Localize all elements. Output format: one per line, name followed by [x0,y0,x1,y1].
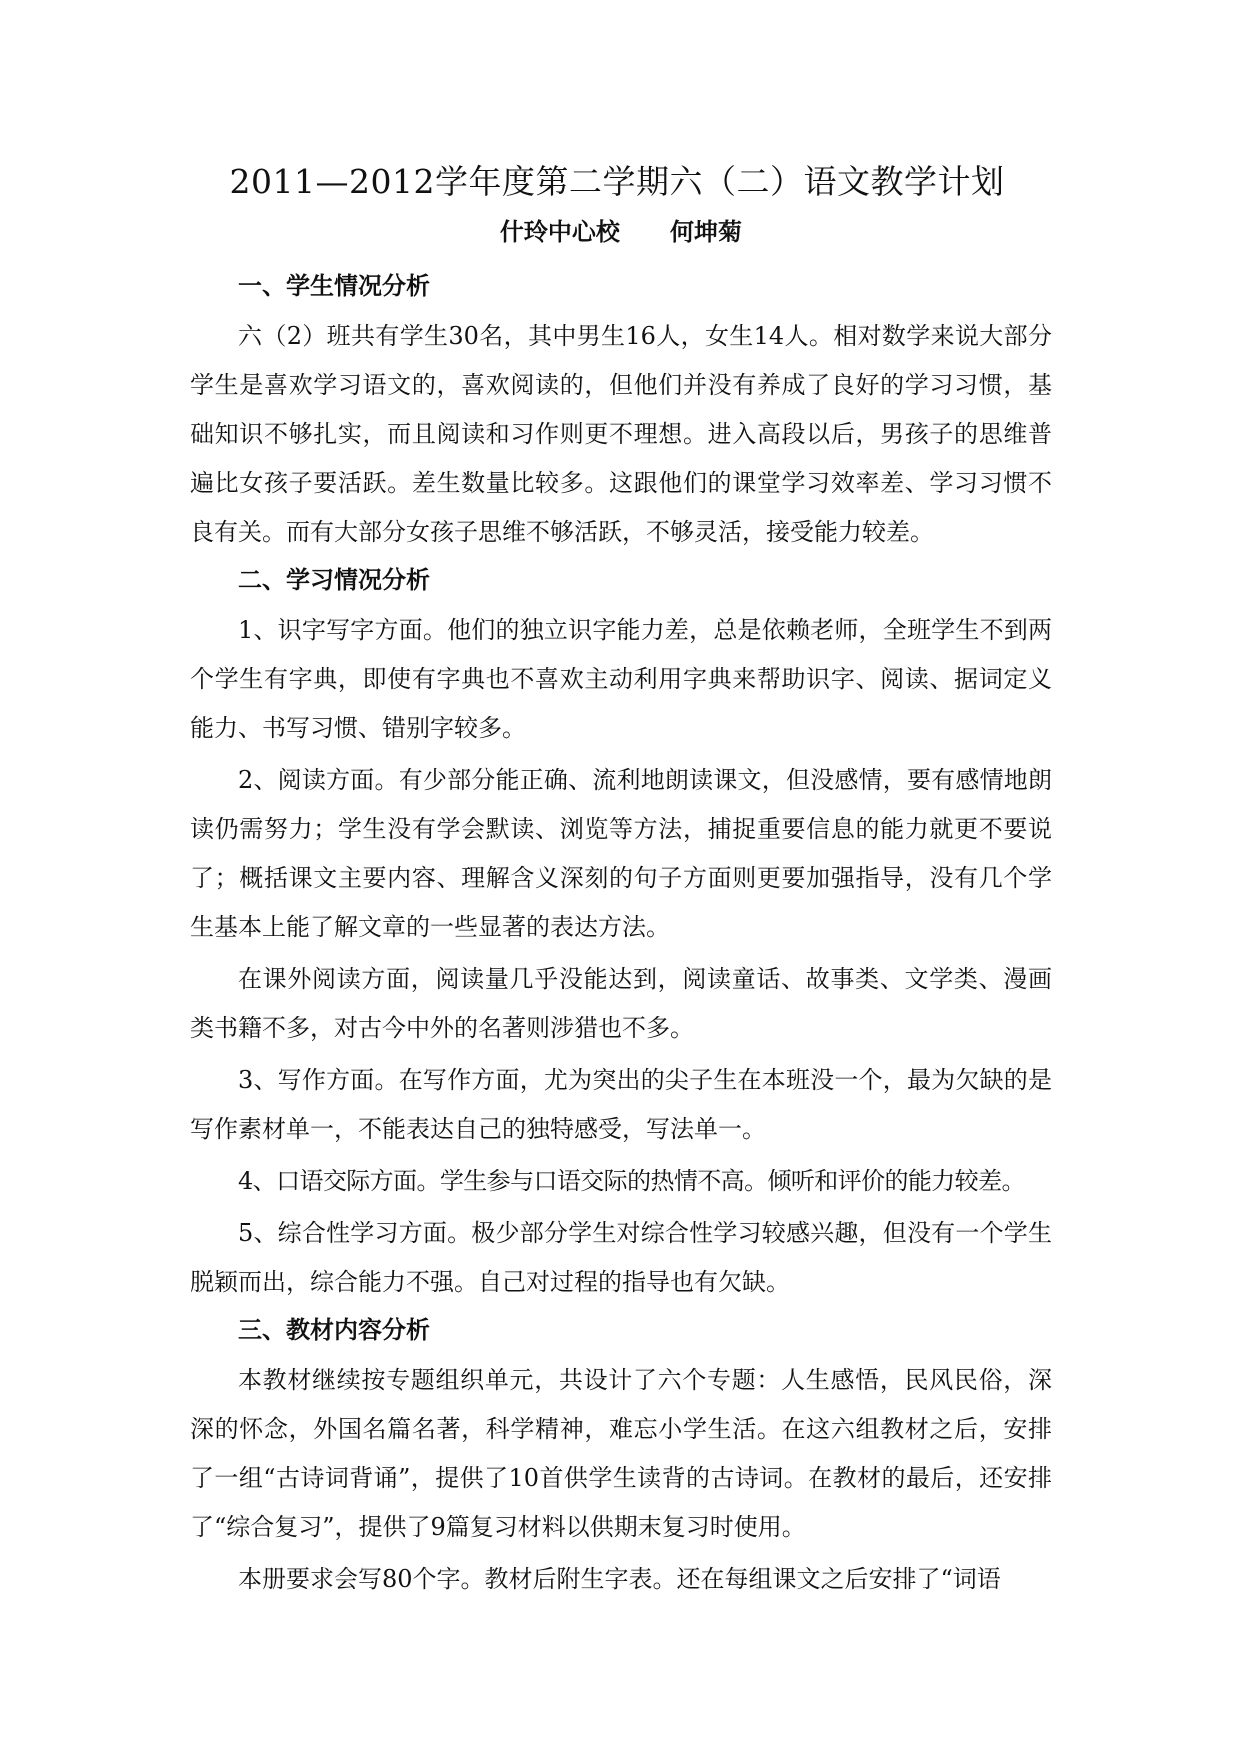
section-heading-learning-analysis: 二、学习情况分析 [238,565,430,594]
paragraph-textbook-topics: 本教材继续按专题组织单元，共设计了六个专题：人生感悟，民风民俗，深深的怀念，外国名篇名著，科学精神，难忘小学生活。在这六组教材之后，安排了一组“古诗词背诵”，提供了10首供学生读背的古诗词。在教材的最后，还安排了“综合复习”，提供了9篇复习材料以供期末复习时使用。 [190,1366,1052,1541]
document-body [190,160,1052,1607]
section-heading-student-analysis: 一、学生情况分析 [238,271,430,300]
paragraph-writing: 3、写作方面。在写作方面，尤为突出的尖子生在本班没一个，最为欠缺的是写作素材单一，不能表达自己的独特感受，写法单一。 [190,1066,1052,1143]
paragraph-characters-requirement: 本册要求会写80个字。教材后附生字表。还在每组课文之后安排了“词语 [238,1565,1001,1593]
document-title: 2011—2012学年度第二学期六（二）语文教学计划 [229,162,1005,201]
paragraph-literacy: 1、识字写字方面。他们的独立识字能力差，总是依赖老师，全班学生不到两个学生有字典，即使有字典也不喜欢主动利用字典来帮助识字、阅读、据词定义能力、书写习惯、错别字较多。 [190,616,1052,742]
author-byline: 什玲中心校 何坤菊 [499,217,743,246]
paragraph-comprehensive-learning: 5、综合性学习方面。极少部分学生对综合性学习较感兴趣，但没有一个学生脱颖而出，综合能力不强。自己对过程的指导也有欠缺。 [190,1219,1052,1296]
paragraph-oral-communication: 4、口语交际方面。学生参与口语交际的热情不高。倾听和评价的能力较差。 [238,1167,1025,1195]
paragraph-student-analysis: 六（2）班共有学生30名，其中男生16人，女生14人。相对数学来说大部分学生是喜欢学习语文的，喜欢阅读的，但他们并没有养成了良好的学习习惯，基础知识不够扎实，而且阅读和习作则更不理想。进入高段以后，男孩子的思维普遍比女孩子要活跃。差生数量比较多。这跟他们的课堂学习效率差、学习习惯不良有关。而有大部分女孩子思维不够活跃，不够灵活，接受能力较差。 [190,322,1052,546]
paragraph-reading: 2、阅读方面。有少部分能正确、流利地朗读课文，但没感情，要有感情地朗读仍需努力；学生没有学会默读、浏览等方法，捕捉重要信息的能力就更不要说了；概括课文主要内容、理解含义深刻的句子方面则更要加强指导，没有几个学生基本上能了解文章的一些显著的表达方法。 [190,766,1052,941]
paragraph-extracurricular-reading: 在课外阅读方面，阅读量几乎没能达到，阅读童话、故事类、文学类、漫画类书籍不多，对古今中外的名著则涉猎也不多。 [190,965,1052,1042]
section-heading-textbook-analysis: 三、教材内容分析 [238,1315,430,1344]
